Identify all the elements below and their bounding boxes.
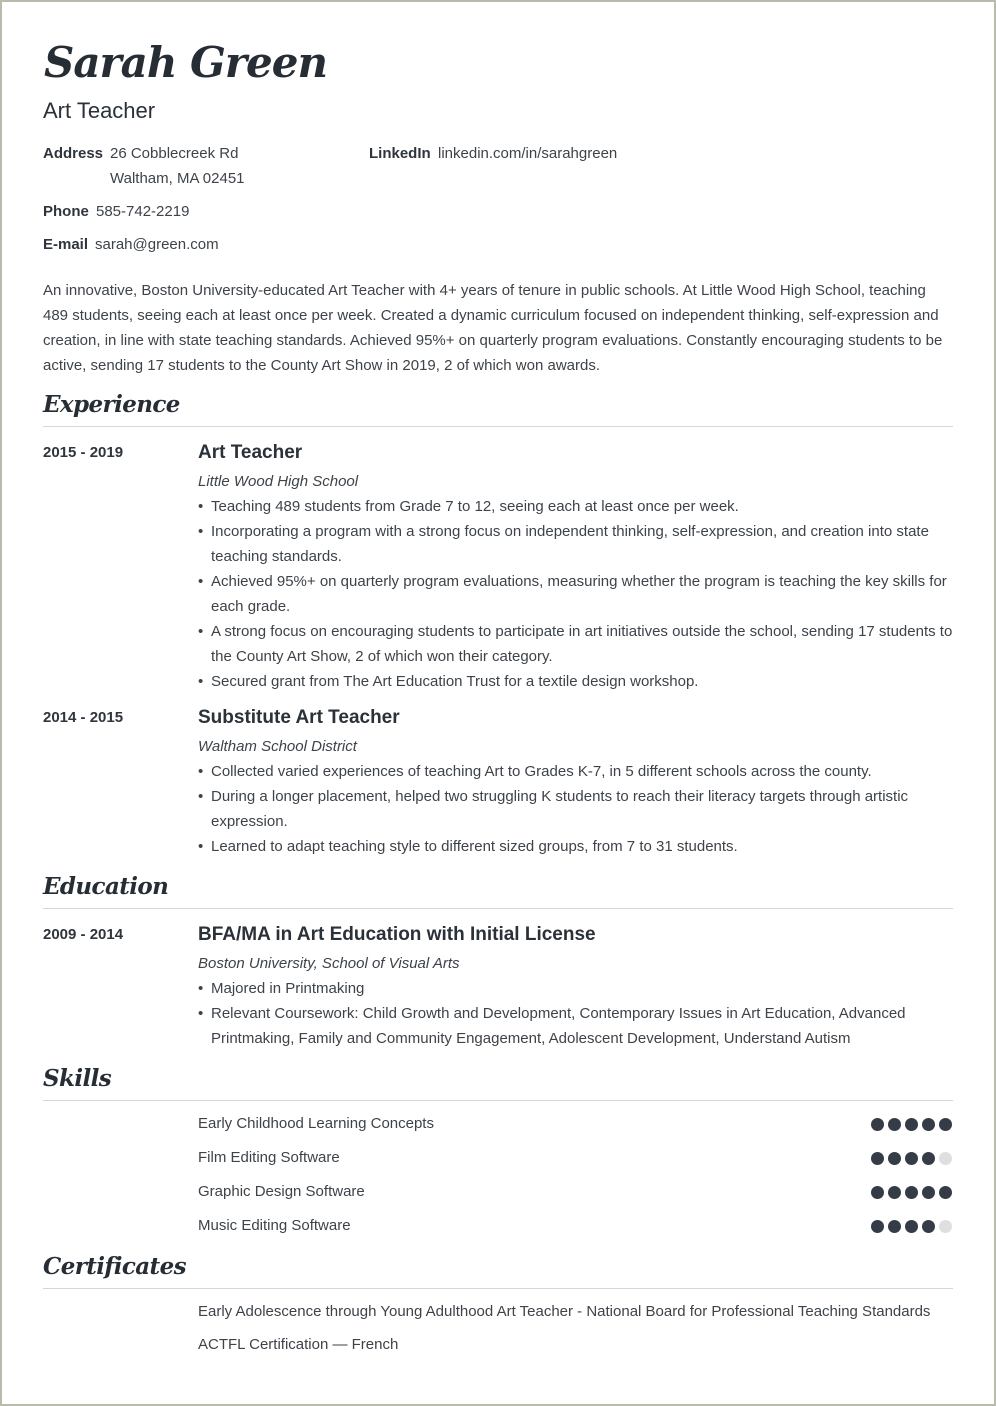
list-item: • Learned to adapt teaching style to different sized groups, from 7 to 31 students.: [198, 834, 954, 859]
job-dates: 2015 - 2019: [43, 444, 124, 461]
rating-dot-filled: [871, 1118, 884, 1131]
rating-dot-filled: [888, 1118, 901, 1131]
job-title: Art Teacher: [198, 442, 303, 463]
skill-rating: [871, 1220, 955, 1234]
list-item: • Incorporating a program with a strong focus on independent thinking, self-expression, and creation into state teaching standards.: [198, 519, 954, 569]
section-title-experience: Experience: [43, 391, 180, 418]
list-item: • Collected varied experiences of teaching Art to Grades K-7, in 5 different schools across the county.: [198, 759, 954, 784]
rating-dot-filled: [888, 1152, 901, 1165]
rating-dot-filled: [871, 1220, 884, 1233]
rating-dot-filled: [922, 1220, 935, 1233]
job-dates: 2014 - 2015: [43, 709, 124, 726]
list-item: • Secured grant from The Art Education Trust for a textile design workshop.: [198, 669, 954, 694]
job-bullet-list: [198, 759, 954, 859]
skill-name: Early Childhood Learning Concepts: [198, 1115, 434, 1132]
section-divider: [43, 1100, 953, 1101]
rating-dot-filled: [905, 1118, 918, 1131]
rating-dot-filled: [922, 1118, 935, 1131]
rating-dot-filled: [871, 1186, 884, 1199]
list-item: • Teaching 489 students from Grade 7 to 12, seeing each at least once per week.: [198, 494, 954, 519]
rating-dot-filled: [922, 1152, 935, 1165]
rating-dot-filled: [888, 1220, 901, 1233]
section-divider: [43, 908, 953, 909]
section-title-education: Education: [43, 873, 169, 900]
section-title-skills: Skills: [43, 1065, 112, 1092]
linkedin-link[interactable]: linkedin.com/in/sarahgreen: [438, 145, 618, 162]
job-bullet-list: [198, 494, 954, 694]
candidate-name: Sarah Green: [44, 38, 328, 87]
skill-name: Music Editing Software: [198, 1217, 351, 1234]
education-dates: 2009 - 2014: [43, 926, 124, 943]
job-employer: Waltham School District: [198, 738, 357, 755]
linkedin-label: LinkedIn: [369, 145, 431, 162]
skill-rating: [871, 1186, 955, 1200]
section-divider: [43, 426, 953, 427]
rating-dot-empty: [939, 1152, 952, 1165]
address-line1: 26 Cobblecreek Rd: [110, 145, 239, 162]
email-link[interactable]: sarah@green.com: [95, 236, 219, 253]
rating-dot-filled: [939, 1118, 952, 1131]
rating-dot-filled: [922, 1186, 935, 1199]
rating-dot-empty: [939, 1220, 952, 1233]
address-label: Address: [43, 145, 104, 162]
skill-name: Film Editing Software: [198, 1149, 340, 1166]
rating-dot-filled: [905, 1152, 918, 1165]
summary-paragraph: An innovative, Boston University-educated Art Teacher with 4+ years of tenure in public schools. At Little Wood High School, teaching 489 students, seeing each at least once per week. Created a dynamic curriculum focused on independent thinking, self-expression and creation, in line with state teaching standards. Achieved 95%+ on quarterly program evaluations. Constantly encouraging students to be active, sending 17 students to the County Art Show in 2019, 2 of which won awards.: [43, 282, 943, 374]
rating-dot-filled: [939, 1186, 952, 1199]
rating-dot-filled: [871, 1152, 884, 1165]
degree-title: BFA/MA in Art Education with Initial License: [198, 924, 596, 945]
list-item: • During a longer placement, helped two struggling K students to reach their literacy targets through artistic expression.: [198, 784, 954, 834]
skill-rating: [871, 1118, 955, 1132]
phone-value: 585-742-2219: [96, 203, 190, 220]
section-title-certificates: Certificates: [43, 1253, 186, 1280]
email-label: E-mail: [43, 236, 89, 253]
section-divider: [43, 1288, 953, 1289]
phone-label: Phone: [43, 203, 89, 220]
list-item: • A strong focus on encouraging students to participate in art initiatives outside the school, sending 17 students to the County Art Show, 2 of which won their category.: [198, 619, 954, 669]
skill-rating: [871, 1152, 955, 1166]
skill-name: Graphic Design Software: [198, 1183, 365, 1200]
certificate-item: ACTFL Certification — French: [198, 1336, 399, 1353]
rating-dot-filled: [905, 1220, 918, 1233]
job-title: Substitute Art Teacher: [198, 707, 400, 728]
list-item: • Relevant Coursework: Child Growth and Development, Contemporary Issues in Art Education, Advanced Printmaking, Family and Community Engagement, Adolescent Development, Understand Autism: [198, 1001, 954, 1051]
education-bullet-list: [198, 976, 954, 1051]
list-item: • Majored in Printmaking: [198, 976, 954, 1001]
rating-dot-filled: [888, 1186, 901, 1199]
school-name: Boston University, School of Visual Arts: [198, 955, 460, 972]
list-item: • Achieved 95%+ on quarterly program evaluations, measuring whether the program is teaching the key skills for each grade.: [198, 569, 954, 619]
rating-dot-filled: [905, 1186, 918, 1199]
certificate-item: Early Adolescence through Young Adulthood Art Teacher - National Board for Professional Teaching Standards: [198, 1303, 931, 1320]
job-employer: Little Wood High School: [198, 473, 359, 490]
address-line2: Waltham, MA 02451: [110, 170, 245, 187]
candidate-role: Art Teacher: [43, 98, 156, 123]
